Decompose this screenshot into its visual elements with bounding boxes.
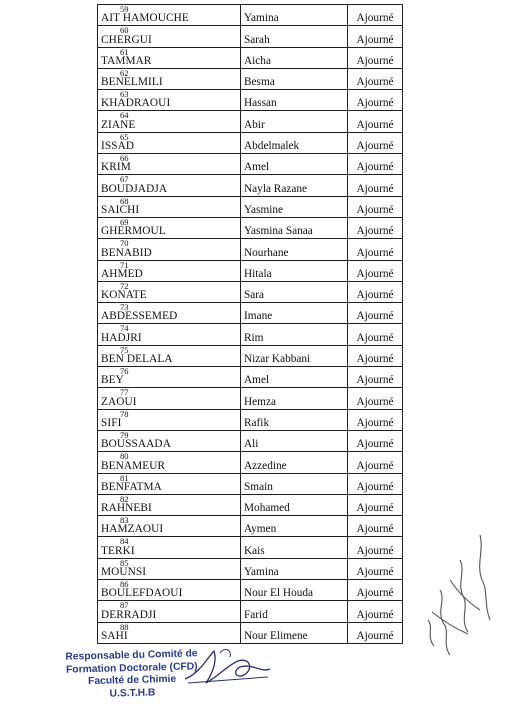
last-name: SIFI xyxy=(101,416,122,429)
status-cell xyxy=(348,494,403,515)
last-name-cell xyxy=(98,26,241,47)
first-name-cell xyxy=(241,580,348,601)
status-cell xyxy=(348,580,403,601)
first-name: Aymen xyxy=(244,523,277,536)
status-cell xyxy=(348,5,403,26)
first-name-cell xyxy=(241,303,348,324)
first-name-cell xyxy=(241,409,348,430)
first-name: Rafik xyxy=(244,416,270,429)
status-cell xyxy=(348,260,403,281)
stamp-line-1: Responsable du Comité de xyxy=(65,648,198,663)
row-number: 64 xyxy=(120,110,129,121)
first-name: Mohamed xyxy=(244,502,290,515)
table-row xyxy=(98,388,403,409)
result-status: Ajourné xyxy=(356,12,394,25)
result-status: Ajourné xyxy=(356,33,394,46)
result-status: Ajourné xyxy=(356,438,394,451)
row-number: 87 xyxy=(120,600,129,611)
result-status: Ajourné xyxy=(356,182,394,195)
table-row xyxy=(98,558,403,579)
last-name-cell xyxy=(98,601,241,622)
last-name-cell xyxy=(98,388,241,409)
first-name-cell xyxy=(241,367,348,388)
first-name-cell xyxy=(241,111,348,132)
table-row xyxy=(98,239,403,260)
result-status: Ajourné xyxy=(356,161,394,174)
status-cell xyxy=(348,90,403,111)
first-name: Hitala xyxy=(244,267,272,280)
status-cell xyxy=(348,367,403,388)
table-row xyxy=(98,580,403,601)
row-number: 75 xyxy=(120,345,129,355)
last-name: SAICHI xyxy=(101,203,140,216)
table-row xyxy=(98,111,403,132)
first-name: Yamina xyxy=(244,12,279,25)
table-row xyxy=(98,516,403,537)
status-cell xyxy=(348,111,403,132)
table-row xyxy=(98,5,403,26)
status-cell xyxy=(348,516,403,537)
first-name: Abir xyxy=(244,118,265,131)
row-number: 77 xyxy=(120,387,129,398)
first-name: Amel xyxy=(244,161,270,174)
status-cell xyxy=(348,47,403,68)
row-number: 70 xyxy=(120,238,129,249)
last-name-cell xyxy=(98,154,241,175)
last-name-cell xyxy=(98,111,241,132)
table-row xyxy=(98,622,403,643)
result-status: Ajourné xyxy=(356,629,394,642)
first-name: Kais xyxy=(244,544,265,557)
last-name: AHMED xyxy=(101,267,143,280)
first-name-cell xyxy=(241,558,348,579)
last-name: BENELMILI xyxy=(101,76,163,89)
row-number: 63 xyxy=(120,89,129,100)
result-status: Ajourné xyxy=(356,459,394,472)
status-cell xyxy=(348,217,403,238)
result-status: Ajourné xyxy=(356,353,394,366)
first-name-cell xyxy=(241,388,348,409)
last-name: BOUSSAADA xyxy=(101,438,171,451)
row-number: 67 xyxy=(120,174,129,185)
status-cell xyxy=(348,409,403,430)
last-name-cell xyxy=(98,5,241,26)
result-status: Ajourné xyxy=(356,331,394,344)
result-status: Ajourné xyxy=(356,140,394,153)
status-cell xyxy=(348,175,403,196)
first-name-cell xyxy=(241,175,348,196)
result-status: Ajourné xyxy=(356,502,394,515)
last-name-cell xyxy=(98,196,241,217)
row-number: 78 xyxy=(120,409,129,419)
last-name-cell xyxy=(98,281,241,302)
row-number: 69 xyxy=(120,217,129,227)
last-name: AIT HAMOUCHE xyxy=(101,12,189,25)
result-status: Ajourné xyxy=(356,118,394,131)
last-name: BOUDJADJA xyxy=(101,182,168,195)
table-row xyxy=(98,324,403,345)
first-name-cell xyxy=(241,68,348,89)
last-name-cell xyxy=(98,452,241,473)
row-number: 71 xyxy=(120,260,129,270)
table-row xyxy=(98,494,403,515)
row-number: 86 xyxy=(120,579,129,590)
last-name: HAMZAOUI xyxy=(101,523,164,536)
row-number: 66 xyxy=(120,153,129,164)
last-name-cell xyxy=(98,47,241,68)
last-name-cell xyxy=(98,558,241,579)
first-name-cell xyxy=(241,473,348,494)
last-name: KRIM xyxy=(101,161,131,174)
first-name: Nourhane xyxy=(244,246,289,259)
first-name: Yasmine xyxy=(244,203,284,216)
row-number: 73 xyxy=(120,302,129,313)
first-name: Nour Elimene xyxy=(244,629,308,642)
table-row xyxy=(98,217,403,238)
last-name-cell xyxy=(98,537,241,558)
row-number: 59 xyxy=(120,4,129,14)
last-name-cell xyxy=(98,580,241,601)
first-name: Hemza xyxy=(244,395,276,408)
first-name-cell xyxy=(241,239,348,260)
status-cell xyxy=(348,537,403,558)
result-status: Ajourné xyxy=(356,395,394,408)
row-number: 79 xyxy=(120,430,129,440)
result-status: Ajourné xyxy=(356,416,394,429)
last-name-cell xyxy=(98,430,241,451)
row-number: 80 xyxy=(120,451,129,462)
table-row xyxy=(98,260,403,281)
first-name: Nour El Houda xyxy=(244,587,314,600)
last-name-cell xyxy=(98,175,241,196)
first-name-cell xyxy=(241,260,348,281)
last-name: RAHNEBI xyxy=(101,502,152,515)
status-cell xyxy=(348,622,403,643)
first-name-cell xyxy=(241,601,348,622)
first-name: Abdelmalek xyxy=(244,140,300,153)
last-name: BENAMEUR xyxy=(101,459,166,472)
status-cell xyxy=(348,303,403,324)
status-cell xyxy=(348,26,403,47)
last-name-cell xyxy=(98,68,241,89)
last-name: BOULEFDAOUI xyxy=(101,587,183,600)
status-cell xyxy=(348,601,403,622)
first-name: Yamina xyxy=(244,566,279,579)
row-number: 82 xyxy=(120,494,129,504)
row-number: 60 xyxy=(120,25,129,36)
table-row xyxy=(98,601,403,622)
last-name-cell xyxy=(98,345,241,366)
row-number: 88 xyxy=(120,622,129,632)
result-status: Ajourné xyxy=(356,310,394,323)
first-name-cell xyxy=(241,5,348,26)
table-row xyxy=(98,537,403,558)
status-cell xyxy=(348,68,403,89)
first-name: Aicha xyxy=(244,54,271,67)
status-cell xyxy=(348,452,403,473)
row-number: 84 xyxy=(120,536,129,547)
status-cell xyxy=(348,132,403,153)
result-status: Ajourné xyxy=(356,54,394,67)
handwritten-arabic-signature xyxy=(410,520,505,670)
last-name: KHADRAOUI xyxy=(101,97,171,110)
table-row xyxy=(98,281,403,302)
first-name-cell xyxy=(241,452,348,473)
status-cell xyxy=(348,558,403,579)
result-status: Ajourné xyxy=(356,587,394,600)
first-name: Smain xyxy=(244,480,273,493)
last-name-cell xyxy=(98,516,241,537)
row-number: 61 xyxy=(120,47,129,57)
last-name-cell xyxy=(98,494,241,515)
last-name-cell xyxy=(98,303,241,324)
result-status: Ajourné xyxy=(356,374,394,387)
status-cell xyxy=(348,196,403,217)
result-status: Ajourné xyxy=(356,544,394,557)
row-number: 81 xyxy=(120,473,129,483)
first-name-cell xyxy=(241,537,348,558)
last-name: TERKI xyxy=(101,544,135,557)
first-name: Amel xyxy=(244,374,270,387)
stamp-line-3: Faculté de Chimie xyxy=(87,673,177,688)
last-name: GHERMOUL xyxy=(101,225,166,238)
first-name: Hassan xyxy=(244,97,277,110)
status-cell xyxy=(348,473,403,494)
result-status: Ajourné xyxy=(356,289,394,302)
first-name-cell xyxy=(241,281,348,302)
first-name-cell xyxy=(241,132,348,153)
last-name: HADJRI xyxy=(101,331,142,344)
first-name-cell xyxy=(241,324,348,345)
table-row xyxy=(98,452,403,473)
first-name-cell xyxy=(241,516,348,537)
status-cell xyxy=(348,239,403,260)
last-name: ZAOUI xyxy=(101,395,137,408)
status-cell xyxy=(348,430,403,451)
last-name: DERRADJI xyxy=(101,608,157,621)
result-status: Ajourné xyxy=(356,267,394,280)
last-name: SAHI xyxy=(101,629,128,642)
first-name: Nayla Razane xyxy=(244,182,308,195)
result-status: Ajourné xyxy=(356,225,394,238)
row-number: 74 xyxy=(120,323,129,334)
last-name: BEY xyxy=(101,374,124,387)
first-name: Sarah xyxy=(244,33,270,46)
result-status: Ajourné xyxy=(356,480,394,493)
results-table xyxy=(97,4,403,644)
table-row xyxy=(98,90,403,111)
last-name: BEN DELALA xyxy=(101,353,173,366)
last-name: ISSAD xyxy=(101,140,135,153)
table-row xyxy=(98,430,403,451)
last-name: BENABID xyxy=(101,246,152,259)
table-row xyxy=(98,68,403,89)
last-name-cell xyxy=(98,367,241,388)
result-status: Ajourné xyxy=(356,246,394,259)
result-status: Ajourné xyxy=(356,97,394,110)
status-cell xyxy=(348,388,403,409)
last-name: KONATE xyxy=(101,289,147,302)
last-name: BENFATMA xyxy=(101,480,162,493)
row-number: 65 xyxy=(120,132,129,142)
table-body xyxy=(98,5,403,644)
stamp-line-4: U.S.T.H.B xyxy=(109,686,156,700)
table-row xyxy=(98,132,403,153)
result-status: Ajourné xyxy=(356,566,394,579)
first-name-cell xyxy=(241,494,348,515)
last-name-cell xyxy=(98,324,241,345)
table-row xyxy=(98,47,403,68)
table-row xyxy=(98,409,403,430)
first-name: Sara xyxy=(244,289,265,302)
last-name-cell xyxy=(98,409,241,430)
status-cell xyxy=(348,281,403,302)
row-number: 72 xyxy=(120,281,129,291)
table-row xyxy=(98,154,403,175)
table-row xyxy=(98,26,403,47)
first-name: Farid xyxy=(244,608,268,621)
table-row xyxy=(98,303,403,324)
first-name-cell xyxy=(241,196,348,217)
stamp-line-2: Formation Doctorale (CFD) xyxy=(65,660,198,676)
row-number: 83 xyxy=(120,515,129,526)
table-row xyxy=(98,175,403,196)
first-name: Rim xyxy=(244,331,264,344)
first-name-cell xyxy=(241,154,348,175)
result-status: Ajourné xyxy=(356,523,394,536)
first-name: Ali xyxy=(244,438,259,451)
first-name: Azzedine xyxy=(244,459,287,472)
row-number: 62 xyxy=(120,68,129,78)
result-status: Ajourné xyxy=(356,608,394,621)
last-name-cell xyxy=(98,260,241,281)
last-name-cell xyxy=(98,239,241,260)
status-cell xyxy=(348,345,403,366)
last-name-cell xyxy=(98,473,241,494)
first-name-cell xyxy=(241,217,348,238)
first-name-cell xyxy=(241,345,348,366)
last-name-cell xyxy=(98,132,241,153)
first-name-cell xyxy=(241,430,348,451)
table-row xyxy=(98,196,403,217)
last-name: MOUNSI xyxy=(101,566,147,579)
table-row xyxy=(98,367,403,388)
first-name: Besma xyxy=(244,76,275,89)
last-name: ABDESSEMED xyxy=(101,310,178,323)
last-name: CHERGUI xyxy=(101,33,152,46)
table-row xyxy=(98,345,403,366)
last-name: ZIANE xyxy=(101,118,136,131)
row-number: 68 xyxy=(120,196,129,206)
first-name: Imane xyxy=(244,310,273,323)
last-name-cell xyxy=(98,90,241,111)
first-name-cell xyxy=(241,47,348,68)
last-name-cell xyxy=(98,622,241,643)
row-number: 76 xyxy=(120,366,129,377)
first-name-cell xyxy=(241,622,348,643)
first-name-cell xyxy=(241,26,348,47)
result-status: Ajourné xyxy=(356,76,394,89)
status-cell xyxy=(348,154,403,175)
first-name: Yasmina Sanaa xyxy=(244,225,313,238)
signature-scribble xyxy=(180,643,275,691)
first-name-cell xyxy=(241,90,348,111)
result-status: Ajourné xyxy=(356,203,394,216)
first-name: Nizar Kabbani xyxy=(244,353,311,366)
row-number: 85 xyxy=(120,558,129,568)
last-name-cell xyxy=(98,217,241,238)
last-name: TAMMAR xyxy=(101,54,152,67)
status-cell xyxy=(348,324,403,345)
table-row xyxy=(98,473,403,494)
